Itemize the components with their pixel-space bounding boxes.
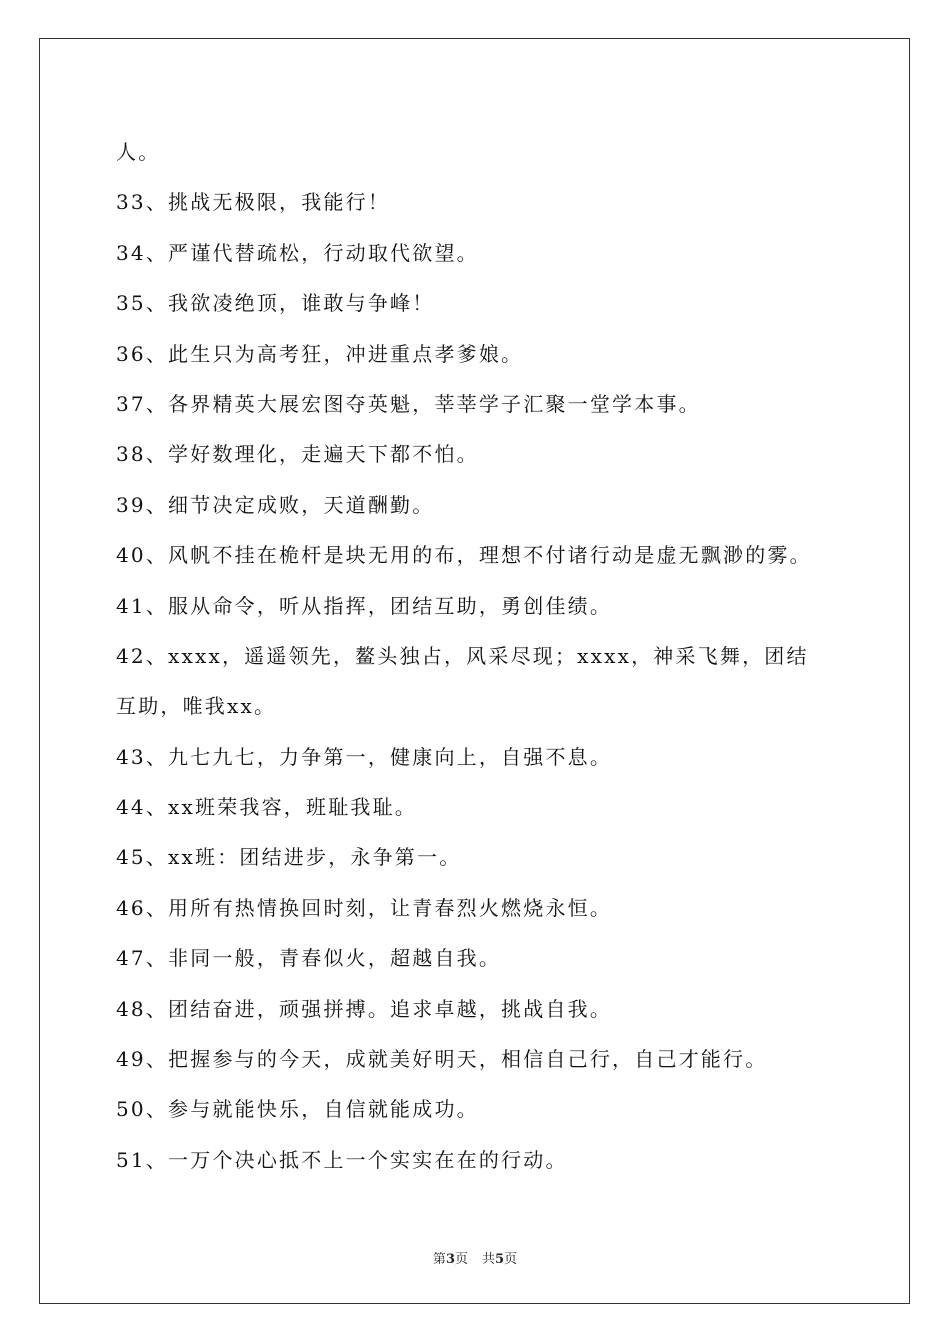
text-line: 43、九七九七，力争第一，健康向上，自强不息。 xyxy=(116,744,613,769)
text-line: 42、xxxx，遥遥领先，鳌头独占，风采尽现；xxxx，神采飞舞，团结 xyxy=(116,643,809,668)
text-line: 44、xx班荣我容，班耻我耻。 xyxy=(116,795,418,820)
text-line: 39、细节决定成败，天道酬勤。 xyxy=(116,492,435,517)
page-footer xyxy=(0,1248,950,1267)
page-number-suffix: 页 xyxy=(454,1252,468,1267)
text-line: 34、严谨代替疏松，行动取代欲望。 xyxy=(116,240,479,265)
page-number-total: 5 xyxy=(495,1252,505,1267)
text-line: 47、非同一般，青春似火，超越自我。 xyxy=(116,946,502,971)
text-line: 51、一万个决心抵不上一个实实在在的行动。 xyxy=(116,1147,568,1172)
text-line: 37、各界精英大展宏图夺英魁，莘莘学子汇聚一堂学本事。 xyxy=(116,391,701,416)
text-line: 36、此生只为高考狂，冲进重点孝爹娘。 xyxy=(116,341,524,366)
text-line: 35、我欲凌绝顶，谁敢与争峰！ xyxy=(116,291,435,316)
document-body xyxy=(116,127,856,1185)
text-line: 33、挑战无极限，我能行！ xyxy=(116,190,391,215)
text-line: 45、xx班：团结进步，永争第一。 xyxy=(116,845,462,870)
text-line: 人。 xyxy=(116,140,161,164)
text-line: 互助，唯我xx。 xyxy=(116,694,277,719)
text-line: 50、参与就能快乐，自信就能成功。 xyxy=(116,1097,479,1122)
text-line: 49、把握参与的今天，成就美好明天，相信自己行，自己才能行。 xyxy=(116,1047,768,1072)
text-line: 41、服从命令，听从指挥，团结互助，勇创佳绩。 xyxy=(116,593,613,618)
text-line: 46、用所有热情换回时刻，让青春烈火燃烧永恒。 xyxy=(116,895,613,920)
page-total-prefix: 共 xyxy=(482,1252,496,1267)
page-number-current: 3 xyxy=(445,1252,455,1267)
text-line: 38、学好数理化，走遍天下都不怕。 xyxy=(116,442,479,467)
page-number-prefix: 第 xyxy=(432,1252,446,1267)
page-total-suffix: 页 xyxy=(504,1252,518,1267)
text-line: 48、团结奋进，顽强拼搏。追求卓越，挑战自我。 xyxy=(116,996,613,1021)
text-line: 40、风帆不挂在桅杆是块无用的布，理想不付诸行动是虚无飘渺的雾。 xyxy=(116,543,812,568)
